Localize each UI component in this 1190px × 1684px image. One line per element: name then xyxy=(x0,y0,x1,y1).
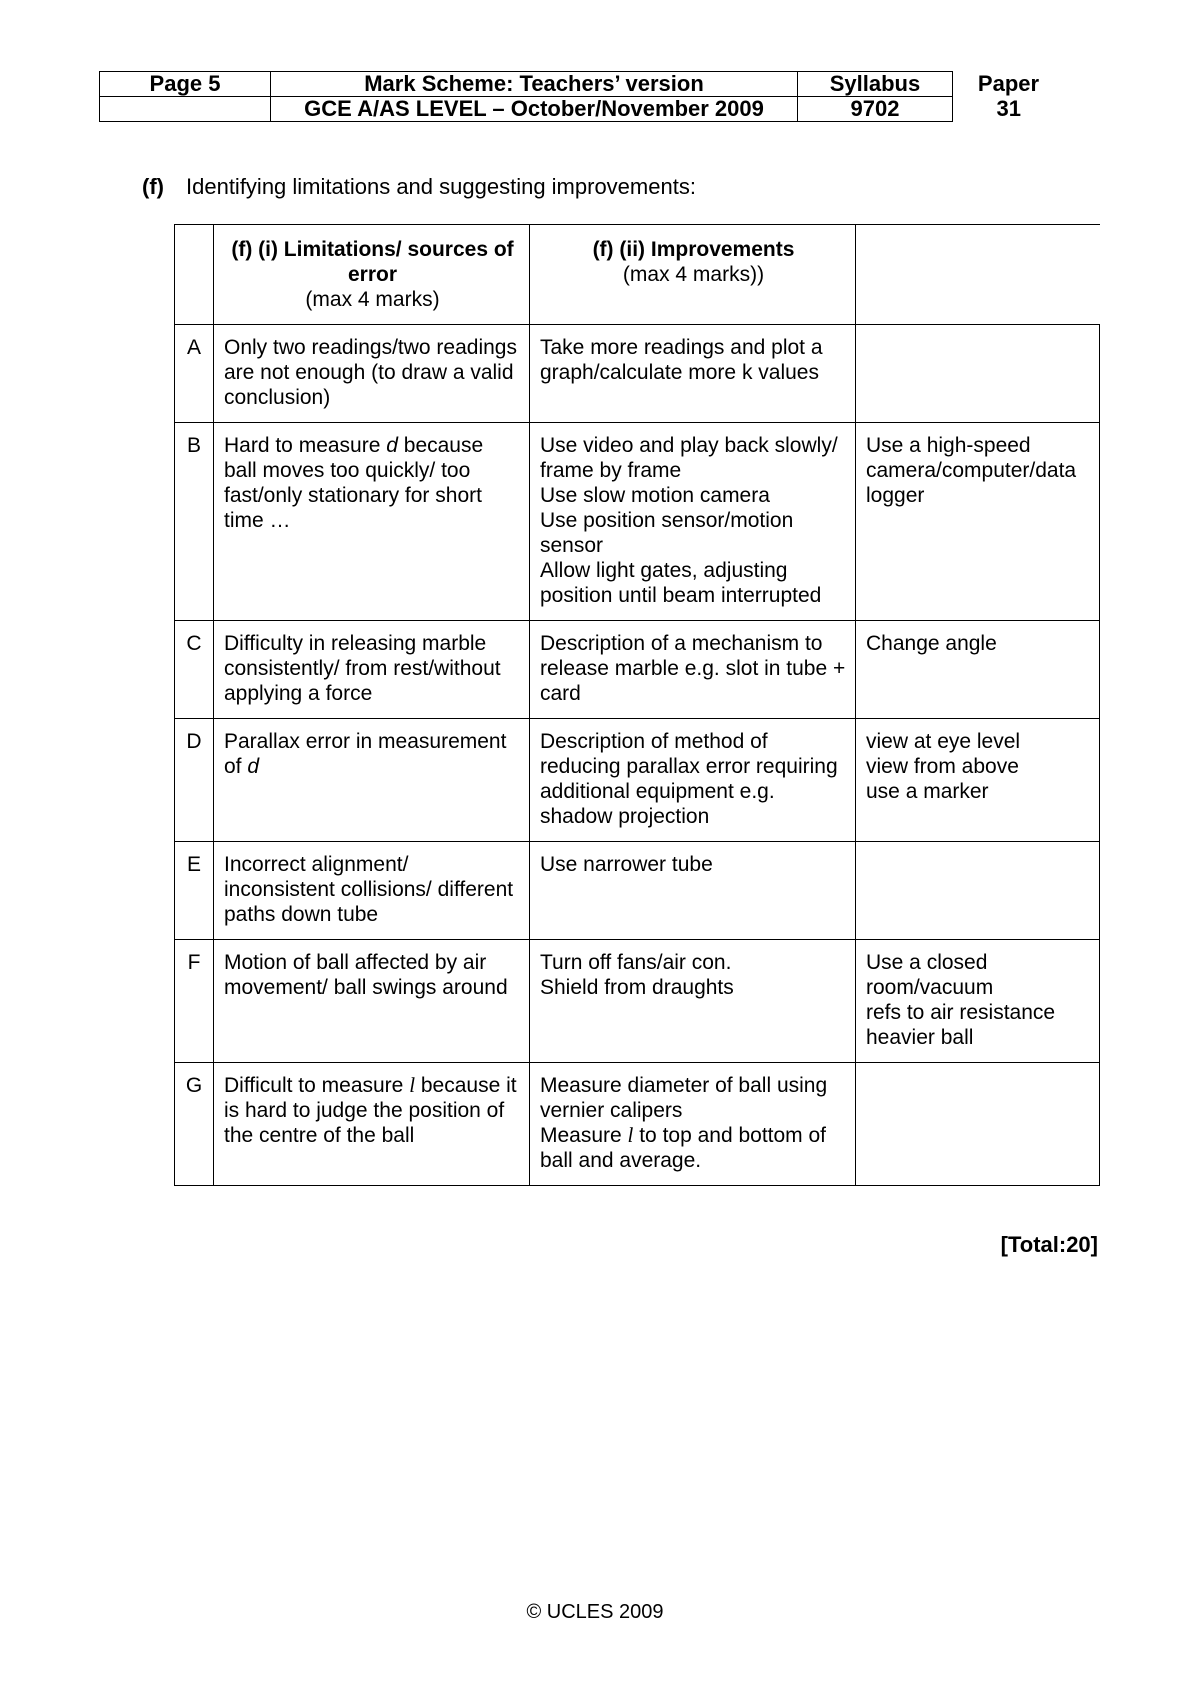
extra-cell xyxy=(856,1063,1100,1186)
table-row xyxy=(175,621,1100,719)
mark-scheme-table xyxy=(174,224,1100,1186)
improvement-cell: Use video and play back slowly/ frame by frame Use slow motion camera Use position sensor/motion sensor Allow light gates, adjusting position until beam interrupted xyxy=(530,423,856,621)
limitations-max: (max 4 marks) xyxy=(305,288,440,311)
row-letter: B xyxy=(175,423,214,621)
table-header-row xyxy=(175,225,1100,325)
table-row xyxy=(175,940,1100,1063)
limitation-cell: Hard to measure d because ball moves too quickly/ too fast/only stationary for short time … xyxy=(214,423,530,621)
header-extra-cell xyxy=(856,225,1100,325)
improvement-cell: Description of a mechanism to release marble e.g. slot in tube + card xyxy=(530,621,856,719)
limitation-cell: Incorrect alignment/ inconsistent collisions/ different paths down tube xyxy=(214,842,530,940)
header-limitations xyxy=(214,225,530,325)
part-heading xyxy=(142,174,696,200)
improvement-cell: Use narrower tube xyxy=(530,842,856,940)
limitation-cell: Motion of ball affected by air movement/ ball swings around xyxy=(214,940,530,1063)
limitation-cell: Difficulty in releasing marble consistently/ from rest/without applying a force xyxy=(214,621,530,719)
document-title: Mark Scheme: Teachers’ version xyxy=(271,72,798,97)
limitation-cell: Difficult to measure l because it is hard to judge the position of the centre of the ball xyxy=(214,1063,530,1186)
extra-cell: Use a closed room/vacuum refs to air resistance heavier ball xyxy=(856,940,1100,1063)
improvements-title: (f) (ii) Improvements xyxy=(592,238,795,261)
table-row xyxy=(175,1063,1100,1186)
syllabus-code: 9702 xyxy=(798,97,953,122)
copyright-footer: © UCLES 2009 xyxy=(526,1601,664,1623)
extra-cell xyxy=(856,842,1100,940)
improvements-max: (max 4 marks)) xyxy=(622,263,765,286)
paper-label: Paper xyxy=(977,71,1040,96)
total-marks: [Total:20] xyxy=(1000,1232,1098,1257)
part-label: (f) xyxy=(142,174,164,199)
extra-cell: Change angle xyxy=(856,621,1100,719)
header-table xyxy=(99,71,1065,122)
header-letter-cell xyxy=(175,225,214,325)
improvement-cell: Take more readings and plot a graph/calculate more k values xyxy=(530,325,856,423)
row-letter: D xyxy=(175,719,214,842)
page-number: Page 5 xyxy=(100,72,271,97)
extra-cell: Use a high-speed camera/computer/data logger xyxy=(856,423,1100,621)
row-letter: G xyxy=(175,1063,214,1186)
table-row xyxy=(175,325,1100,423)
header-improvements xyxy=(530,225,856,325)
limitations-title: (f) (i) Limitations/ sources of error xyxy=(231,238,514,286)
limitation-cell: Only two readings/two readings are not enough (to draw a valid conclusion) xyxy=(214,325,530,423)
extra-cell: view at eye level view from above use a marker xyxy=(856,719,1100,842)
improvement-cell: Description of method of reducing parallax error requiring additional equipment e.g. shadow projection xyxy=(530,719,856,842)
table-row xyxy=(175,842,1100,940)
row-letter: C xyxy=(175,621,214,719)
extra-cell xyxy=(856,325,1100,423)
row-letter: F xyxy=(175,940,214,1063)
table-row xyxy=(175,719,1100,842)
paper-number: 31 xyxy=(996,96,1021,121)
row-letter: E xyxy=(175,842,214,940)
row-letter: A xyxy=(175,325,214,423)
exam-session: GCE A/AS LEVEL – October/November 2009 xyxy=(271,97,798,122)
limitation-cell: Parallax error in measurement of d xyxy=(214,719,530,842)
syllabus-label: Syllabus xyxy=(798,72,953,97)
table-row xyxy=(175,423,1100,621)
improvement-cell: Turn off fans/air con. Shield from draughts xyxy=(530,940,856,1063)
part-text: Identifying limitations and suggesting improvements: xyxy=(186,174,696,199)
header-empty-cell xyxy=(100,97,271,122)
improvement-cell: Measure diameter of ball using vernier calipers Measure l to top and bottom of ball and average. xyxy=(530,1063,856,1186)
